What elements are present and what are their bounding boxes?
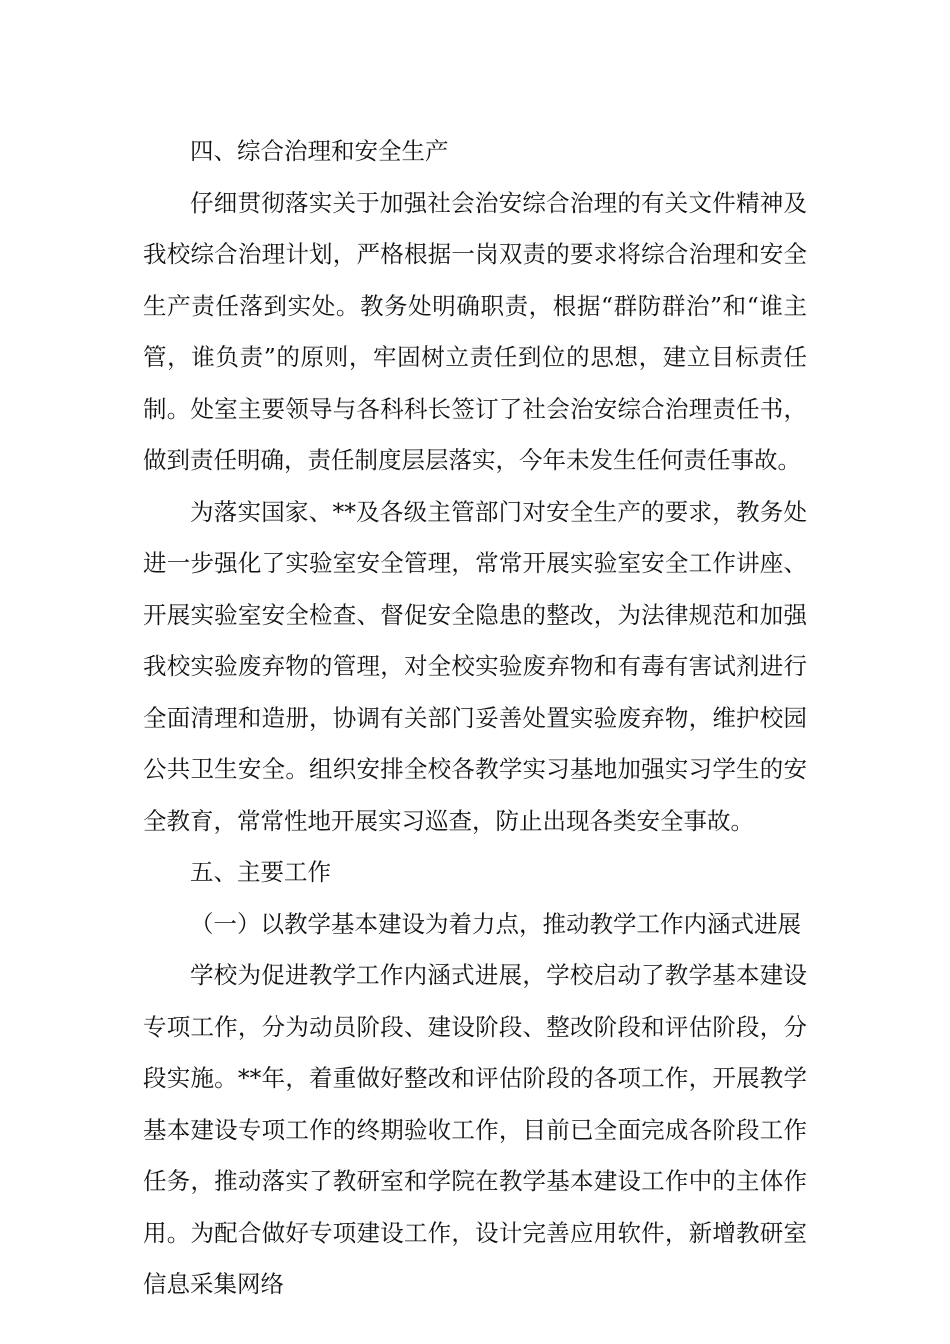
paragraph-lab-safety: 为落实国家、**及各级主管部门对安全生产的要求，教务处进一步强化了实验室安全管理，常常开展实验室安全工作讲座、开展实验室安全检查、督促安全隐患的整改，为法律规范和加强我校实验废弃物的管理，对全校实验废弃物和有毒有害试剂进行全面清理和造册，协调有关部门妥善处置实验废弃物，维护校园公共卫生安全。组织安排全校各教学实习基地加强实习学生的安全教育，常常性地开展实习巡查，防止出现各类安全事故。 [143, 497, 807, 835]
paragraph-teaching-construction: 学校为促进教学工作内涵式进展，学校启动了教学基本建设专项工作，分为动员阶段、建设阶段、整改阶段和评估阶段，分段实施。**年，着重做好整改和评估阶段的各项工作，开展教学基本建设专项工作的终期验收工作，目前已全面完成各阶段工作任务，推动落实了教研室和学院在教学基本建设工作中的主体作用。为配合做好专项建设工作，设计完善应用软件，新增教研室信息采集网络 [143, 961, 807, 1298]
subsection-heading-1: （一）以教学基本建设为着力点，推动教学工作内涵式进展 [190, 909, 801, 938]
section-heading-4: 四、综合治理和安全生产 [190, 137, 449, 165]
paragraph-comprehensive-governance: 仔细贯彻落实关于加强社会治安综合治理的有关文件精神及我校综合治理计划，严格根据一岗双责的要求将综合治理和安全生产责任落到实处。教务处明确职责，根据“群防群治”和“谁主管，谁负责”的原则，牢固树立责任到位的思想，建立目标责任制。处室主要领导与各科科长签订了社会治安综合治理责任书，做到责任明确，责任制度层层落实，今年未发生任何责任事故。 [143, 188, 807, 474]
section-heading-5: 五、主要工作 [190, 858, 331, 886]
document-body [143, 126, 807, 1311]
